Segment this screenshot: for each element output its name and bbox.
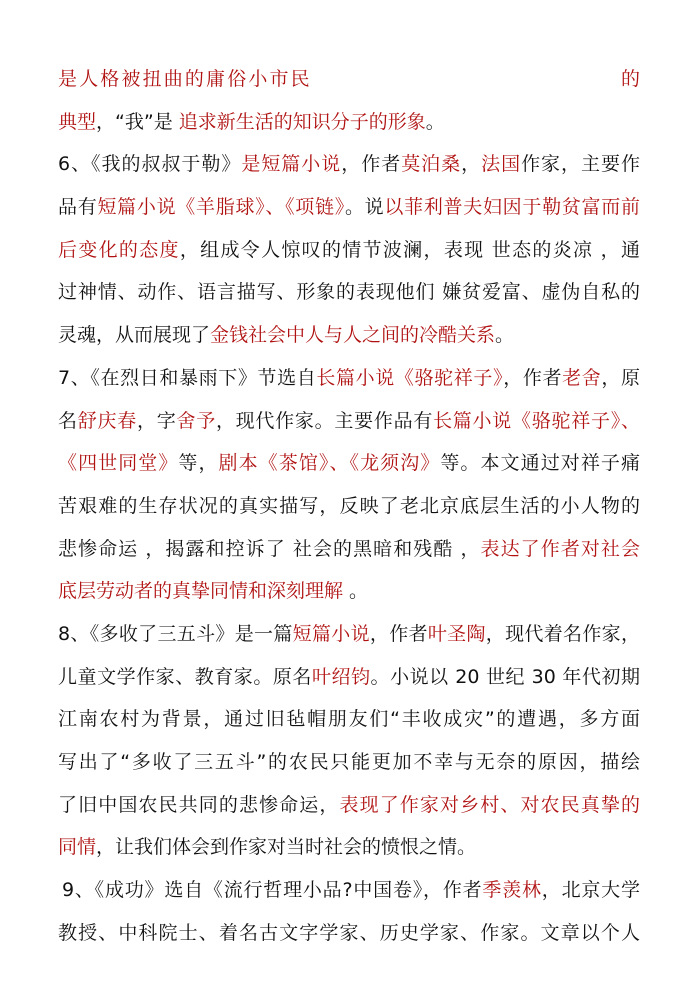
text-span: 剧本《茶馆》、《龙须沟》 — [218, 452, 441, 475]
text-span: 6、《我的叔叔于勒》 — [58, 153, 242, 176]
text-span: 是人格被扭曲的庸俗小市民 — [58, 68, 312, 90]
text-span: 等， — [178, 452, 219, 475]
text-span: 长篇小说《骆驼祥子》、 — [433, 409, 640, 432]
text-span: 老舍 — [562, 366, 602, 389]
text-line — [58, 570, 640, 613]
text-span: 。小说以 20 世纪 30 年代初期 — [370, 665, 640, 688]
text-span: 季羡林 — [482, 879, 542, 902]
text-span: 等。本文通过对祥子痛 — [440, 452, 640, 475]
text-span: 舒庆春 — [77, 409, 137, 432]
text-span: 表达了作者对社会 — [480, 537, 640, 560]
text-span: ， — [461, 153, 482, 176]
text-span: 9、《成功》选自《流行哲理小品?中国卷》，作者 — [62, 879, 483, 902]
text-span: 悲惨命运 ，揭露和控诉了 社会的黑暗和残酷 ， — [58, 537, 481, 560]
text-span: 。说 — [344, 196, 385, 219]
text-span: 儿童文学作家、教育家。原名 — [58, 665, 312, 688]
text-line — [58, 229, 640, 272]
text-span: 作家，主要作 — [521, 153, 640, 176]
text-span: ，作者 — [341, 153, 402, 176]
text-span: 追求新生活的知识分子的形象 — [178, 110, 426, 133]
text-span: 《四世同堂》 — [58, 452, 179, 475]
text-span: 江南农村为背景，通过旧毡帽朋友们“丰收成灾”的遭遇，多方面 — [58, 708, 640, 731]
text-line — [58, 826, 640, 869]
text-span: ，作者 — [369, 622, 428, 645]
text-span: 教授、中科院士、着名古文字学家、历史学家、作家。文章以个人 — [58, 921, 640, 944]
text-span: ，作者 — [503, 366, 563, 389]
text-span: ，现代作家。主要作品有 — [215, 409, 434, 432]
text-span: 了旧中国农民共同的悲惨命运， — [58, 793, 340, 816]
text-line — [58, 698, 640, 741]
text-span: 短篇小说《羊脂球》、《项链》 — [97, 196, 345, 219]
text-span: 同情 — [58, 836, 97, 859]
text-span: 法国 — [481, 153, 522, 176]
text-span: 。 — [425, 110, 445, 133]
text-span: 表现了作家对乡村、对农民真挚的 — [339, 793, 640, 816]
text-span: 莫泊桑 — [401, 153, 462, 176]
document-body — [58, 58, 640, 954]
text-span: ，“我”是 — [96, 110, 179, 133]
text-span: 写出了“多收了三五斗”的农民只能更加不幸与无奈的原因，描绘 — [58, 751, 640, 773]
text-span: 后变化的态度 — [58, 238, 180, 261]
text-line — [58, 442, 640, 485]
text-line — [58, 101, 640, 144]
text-span: ，让我们体会到作家对当时社会的愤恨之情。 — [96, 836, 477, 859]
text-span: 短篇小说 — [292, 622, 370, 645]
text-line — [58, 271, 640, 314]
text-span: 叶绍钧 — [311, 665, 371, 688]
text-line — [58, 741, 640, 784]
text-line — [58, 186, 640, 229]
text-span: ，现代着名作家， — [485, 622, 640, 645]
text-span: 品有 — [58, 196, 98, 219]
text-line — [58, 613, 640, 656]
text-span: 金钱社会中人与人之间的冷酷关系 — [210, 324, 496, 347]
text-line — [58, 912, 640, 955]
text-span: 典型 — [58, 110, 97, 133]
text-span: ，组成令人惊叹的情节波澜，表现 世态的炎凉 ，通 — [179, 238, 640, 261]
text-span: 舍予 — [176, 409, 216, 432]
text-span: 苦艰难的生存状况的真实描写，反映了老北京底层生活的小人物的 — [58, 494, 640, 517]
text-line — [58, 869, 640, 912]
text-line — [58, 400, 640, 443]
text-span: 灵魂，从而展现了 — [58, 324, 211, 347]
text-span: 以菲利普夫妇因于勒贫富而前 — [384, 196, 640, 219]
text-line — [58, 314, 640, 357]
text-line — [58, 58, 640, 101]
text-span: ，原 — [601, 366, 640, 389]
text-span: 的 — [618, 68, 640, 90]
text-span: 长篇小说《骆驼祥子》 — [316, 366, 504, 389]
text-line — [58, 656, 640, 699]
text-span: 叶圣陶 — [427, 622, 486, 645]
text-line — [58, 143, 640, 186]
text-span: ，字 — [136, 409, 177, 432]
text-span: 。 — [343, 580, 369, 603]
text-line — [58, 528, 640, 571]
text-span: 底层劳动者的真挚同情和深刻理解 — [58, 580, 344, 603]
text-span: 8、《多收了三五斗》是一篇 — [58, 622, 293, 645]
text-line — [58, 784, 640, 827]
text-span: 。 — [495, 324, 515, 347]
text-span: 是短篇小说 — [241, 153, 342, 176]
text-line — [58, 485, 640, 528]
text-span: 过神情、动作、语言描写、形象的表现他们 嫌贫爱富、虚伪自私的 — [58, 281, 640, 304]
text-span: ，北京大学 — [541, 879, 640, 902]
text-span: 名 — [58, 409, 78, 432]
text-span: 7、《在烈日和暴雨下》节选自 — [58, 366, 317, 389]
text-line — [58, 357, 640, 400]
